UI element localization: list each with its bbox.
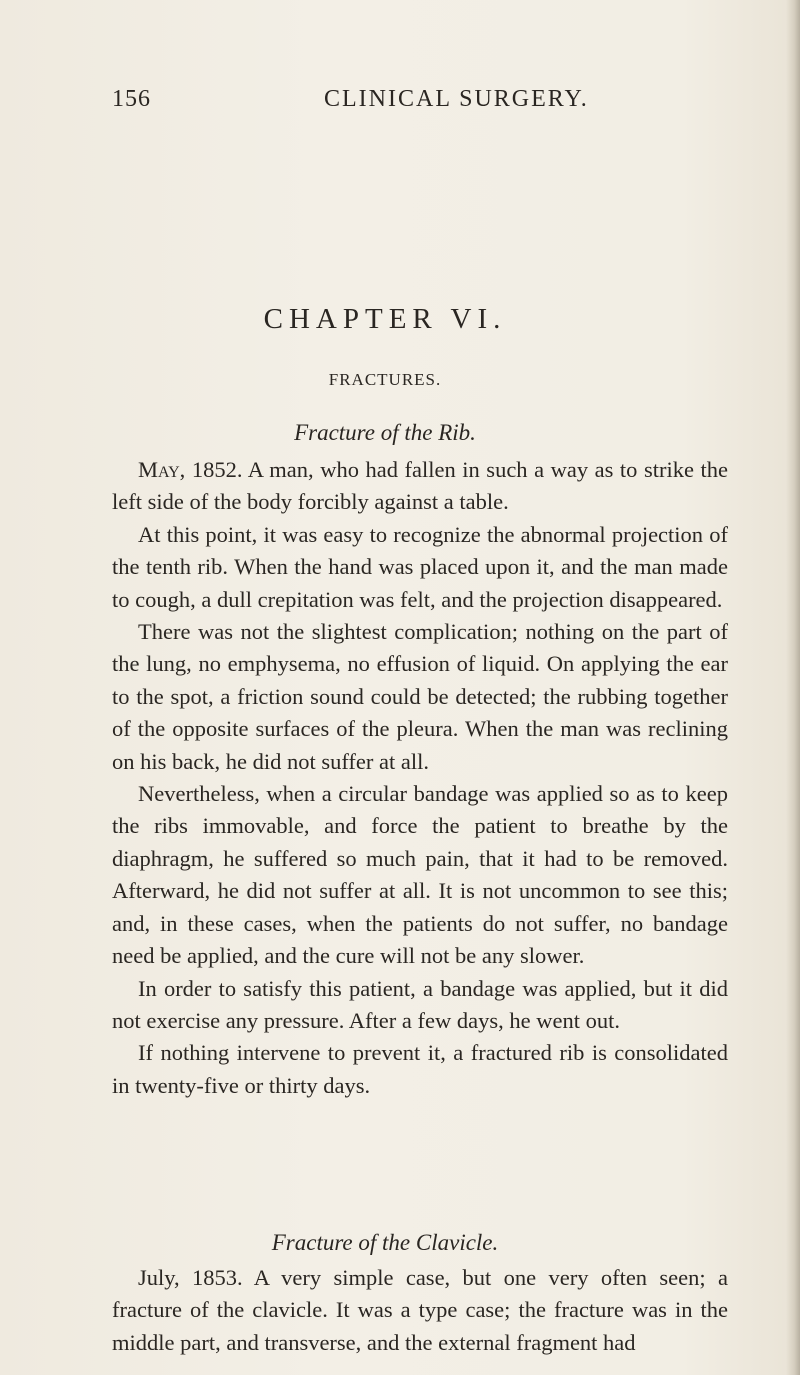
clavicle-section-body [112, 1262, 728, 1359]
paragraph [112, 519, 728, 616]
paragraph [112, 973, 728, 1038]
chapter-title: CHAPTER VI. [263, 303, 507, 335]
subheading-clavicle: Fracture of the Clavicle. [271, 1230, 499, 1255]
paragraph-text: In order to satisfy this patient, a bandage was applied, but it did not exercise any pressure. After a few days, he went out. [112, 975, 728, 1033]
paragraph-text: There was not the slightest complication; nothing on the part of the lung, no emphysema, no effusion of liquid. On applying the ear to the spot, a friction sound could be detected; the rubbing together of the opposite surfaces of the pleura. When the man was reclining on his back, he did not suffer at all. [112, 619, 728, 774]
paragraph-text: 1852. A man, who had fallen in such a way as to strike the left side of the body forcibly against a table. [112, 457, 728, 515]
paragraph-text: At this point, it was easy to recognize the abnormal projection of the tenth rib. When the hand was placed upon it, and the man made to cough, a dull crepitation was felt, and the projection disappeared. [112, 521, 728, 612]
running-head [112, 86, 722, 120]
paragraph-lead: May, [138, 457, 186, 482]
paragraph [112, 778, 728, 972]
paragraph [112, 454, 728, 519]
section-label: FRACTURES. [328, 370, 442, 389]
page-number: 156 [112, 86, 151, 112]
paragraph [112, 616, 728, 778]
subheading-rib: Fracture of the Rib. [294, 420, 476, 445]
paragraph-text: July, 1853. A very simple case, but one very often seen; a fracture of the clavicle. It was a type case; the fracture was in the middle part, and transverse, and the external fragment had [112, 1265, 728, 1355]
paragraph [112, 1262, 728, 1359]
rib-section-body [112, 454, 728, 1102]
running-title: CLINICAL SURGERY. [324, 86, 589, 112]
paragraph-text: If nothing intervene to prevent it, a fractured rib is consolidated in twenty-five or thirty days. [112, 1040, 728, 1098]
paragraph-text: Nevertheless, when a circular bandage was applied so as to keep the ribs immovable, and force the patient to breathe by the diaphragm, he suffered so much pain, that it had to be removed. Afterward, he did not suffer at all. It is not uncommon to see this; and, in these cases, when the patients do not suffer, no bandage need be applied, and the cure will not be any slower. [112, 781, 728, 969]
paragraph [112, 1037, 728, 1102]
page-edge-shadow [786, 0, 800, 1375]
